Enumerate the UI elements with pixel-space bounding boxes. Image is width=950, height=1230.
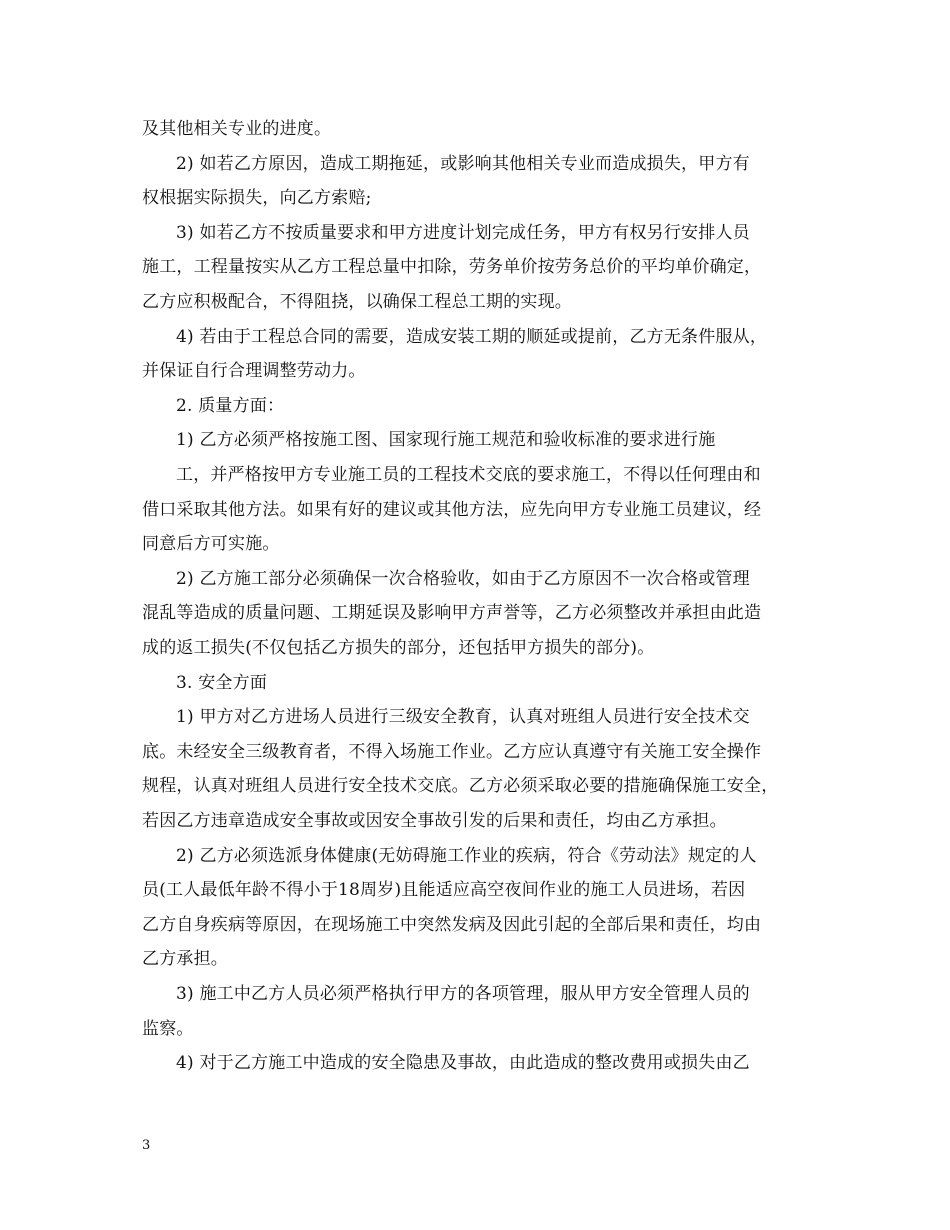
text-line: 3) 施工中乙方人员必须严格执行甲方的各项管理，服从甲方安全管理人员的 bbox=[176, 984, 750, 1004]
text-line: 若因乙方违章造成安全事故或因安全事故引发的后果和责任，均由乙方承担。 bbox=[142, 811, 727, 831]
text-line: 2) 乙方必须选派身体健康(无妨碍施工作业的疾病，符合《劳动法》规定的人 bbox=[176, 845, 757, 866]
text-line: 2) 如若乙方原因，造成工期拖延，或影响其他相关专业而造成损失，甲方有 bbox=[176, 153, 750, 174]
text-line: 1) 乙方必须严格按施工图、国家现行施工规范和验收标准的要求进行施 bbox=[176, 430, 716, 451]
text-line: 施工，工程量按实从乙方工程总量中扣除，劳务单价按劳务总价的平均单价确定， bbox=[142, 257, 762, 278]
text-line: 乙方应积极配合，不得阻挠，以确保工程总工期的实现。 bbox=[142, 292, 572, 312]
text-line: 工，并严格按甲方专业施工员的工程技术交底的要求施工，不得以任何理由和 bbox=[176, 465, 761, 485]
text-line: 4) 若由于工程总合同的需要，造成安装工期的顺延或提前，乙方无条件服从， bbox=[176, 326, 768, 347]
text-line: 2. 质量方面： bbox=[176, 395, 285, 416]
text-line: 权根据实际损失，向乙方索赔; bbox=[142, 188, 372, 209]
text-line: 监察。 bbox=[142, 1018, 194, 1039]
text-line: 4) 对于乙方施工中造成的安全隐患及事故，由此造成的整改费用或损失由乙 bbox=[176, 1053, 750, 1074]
text-line: 借口采取其他方法。如果有好的建议或其他方法，应先向甲方专业施工员建议，经 bbox=[142, 499, 762, 520]
text-line: 乙方自身疾病等原因，在现场施工中突然发病及因此引起的全部后果和责任，均由 bbox=[142, 914, 762, 935]
text-line: 底。未经安全三级教育者，不得入场施工作业。乙方应认真遵守有关施工安全操作 bbox=[142, 741, 762, 762]
text-line: 成的返工损失(不仅包括乙方损失的部分，还包括甲方损失的部分)。 bbox=[142, 638, 655, 658]
page-number: 3 bbox=[142, 1138, 151, 1153]
text-line: 并保证自行合理调整劳动力。 bbox=[142, 361, 366, 382]
text-line: 同意后方可实施。 bbox=[142, 534, 280, 555]
text-line: 乙方承担。 bbox=[142, 949, 228, 970]
text-line: 3) 如若乙方不按质量要求和甲方进度计划完成任务，甲方有权另行安排人员 bbox=[176, 222, 750, 243]
text-line: 及其他相关专业的进度。 bbox=[142, 119, 332, 139]
text-line: 2) 乙方施工部分必须确保一次合格验收，如由于乙方原因不一次合格或管理 bbox=[176, 568, 750, 589]
text-line: 混乱等造成的质量问题、工期延误及影响甲方声誉等，乙方必须整改并承担由此造 bbox=[142, 603, 762, 624]
text-line: 3. 安全方面 bbox=[176, 672, 268, 693]
text-line: 规程，认真对班组人员进行安全技术交底。乙方必须采取必要的措施确保施工安全， bbox=[142, 776, 779, 797]
text-line: 员(工人最低年龄不得小于18周岁)且能适应高空夜间作业的施工人员进场，若因 bbox=[142, 880, 746, 901]
text-line: 1) 甲方对乙方进场人员进行三级安全教育，认真对班组人员进行安全技术交 bbox=[176, 707, 750, 728]
